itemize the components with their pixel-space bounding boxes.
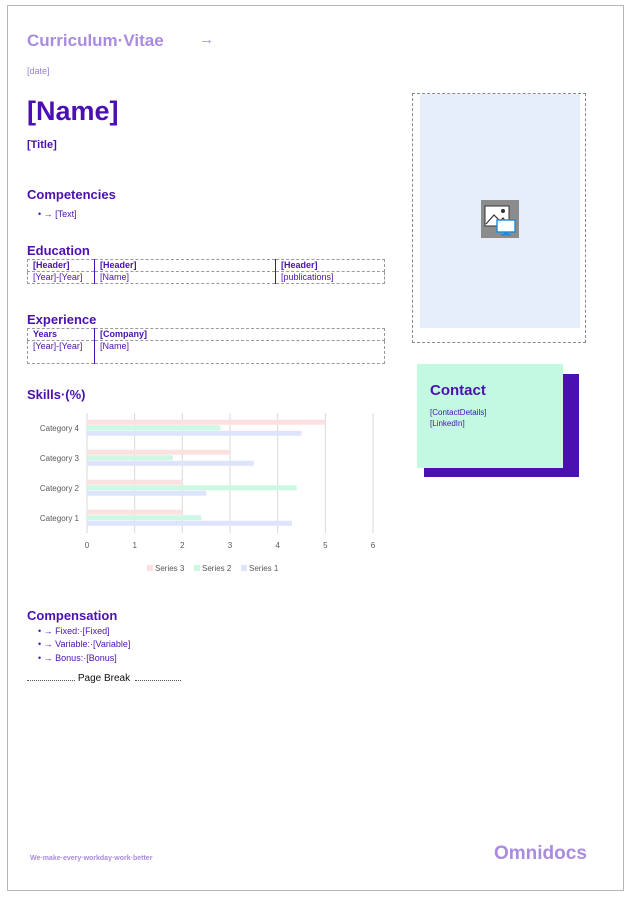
date-field[interactable]: [date] (27, 66, 50, 76)
bar-series-1 (87, 431, 302, 436)
table-cell[interactable]: [Header] (95, 260, 276, 272)
competencies-heading: Competencies (27, 187, 116, 202)
table-cell[interactable]: [Company] (95, 329, 385, 341)
bar-series-3 (87, 510, 182, 515)
brand-logo: Omnidocs (494, 843, 587, 864)
table-cell[interactable]: [Header] (28, 260, 95, 272)
table-cell[interactable]: [Name] (95, 272, 276, 284)
linkedin-field[interactable]: [LinkedIn] (430, 419, 465, 428)
x-tick-label: 2 (180, 541, 185, 550)
education-table (27, 259, 385, 284)
compensation-heading: Compensation (27, 608, 118, 623)
bullet-icon: • (38, 653, 42, 663)
education-heading: Education (27, 243, 90, 258)
footer-tagline: We·make·every·workday·work·better (30, 855, 153, 862)
arrow-right-icon: → (199, 31, 214, 48)
image-placeholder-icon (481, 200, 519, 238)
category-label: Category 3 (39, 454, 79, 463)
x-tick-label: 5 (323, 541, 328, 550)
table-cell[interactable]: Years (28, 329, 95, 341)
page-break-marker: Page Break (27, 673, 181, 684)
bar-series-3 (87, 420, 325, 425)
bar-series-1 (87, 521, 292, 526)
job-title-field[interactable]: [Title] (27, 139, 57, 151)
bullet-icon: • (38, 626, 42, 636)
experience-table (27, 328, 385, 364)
bar-series-2 (87, 455, 173, 460)
table-cell[interactable]: [Year]-[Year] (28, 272, 95, 284)
skills-heading: Skills·(%) (27, 387, 86, 402)
x-tick-label: 1 (132, 541, 137, 550)
name-field[interactable]: [Name] (27, 96, 119, 126)
document-title: Curriculum·Vitae (27, 31, 164, 50)
legend-swatch (194, 565, 200, 571)
table-cell[interactable]: [Name] (95, 341, 385, 364)
bar-series-1 (87, 461, 254, 466)
x-tick-label: 3 (227, 541, 233, 550)
bar-series-2 (87, 515, 201, 520)
bar-series-1 (87, 491, 206, 496)
x-tick-label: 0 (84, 541, 90, 550)
skills-chart (27, 405, 387, 585)
category-label: Category 4 (39, 424, 79, 433)
list-item[interactable]: • → Bonus:·[Bonus] (38, 653, 117, 663)
legend-label: Series 2 (202, 564, 232, 573)
page-break-line (135, 680, 181, 681)
list-item[interactable]: • → [Text] (38, 209, 77, 219)
bullet-icon: • (38, 639, 42, 649)
legend-swatch (147, 565, 153, 571)
table-cell[interactable]: [Header] (276, 260, 385, 272)
table-cell[interactable]: [Year]-[Year] (28, 341, 95, 364)
bar-series-2 (87, 485, 297, 490)
contact-heading: Contact (430, 382, 486, 399)
legend-label: Series 3 (155, 564, 185, 573)
bar-series-3 (87, 480, 182, 485)
list-item[interactable]: • → Variable:·[Variable] (38, 639, 131, 649)
bar-series-2 (87, 425, 220, 430)
legend-swatch (241, 565, 247, 571)
page-break-line (27, 680, 75, 681)
category-label: Category 2 (39, 484, 79, 493)
table-cell[interactable]: [publications] (276, 272, 385, 284)
experience-heading: Experience (27, 312, 97, 327)
bullet-icon: • (38, 209, 42, 219)
x-tick-label: 6 (370, 541, 376, 550)
list-item[interactable]: • → Fixed:·[Fixed] (38, 626, 110, 636)
contact-details-field[interactable]: [ContactDetails] (430, 408, 487, 417)
x-tick-label: 4 (275, 541, 280, 550)
legend-label: Series 1 (249, 564, 279, 573)
category-label: Category 1 (39, 514, 79, 523)
bar-series-3 (87, 450, 230, 455)
